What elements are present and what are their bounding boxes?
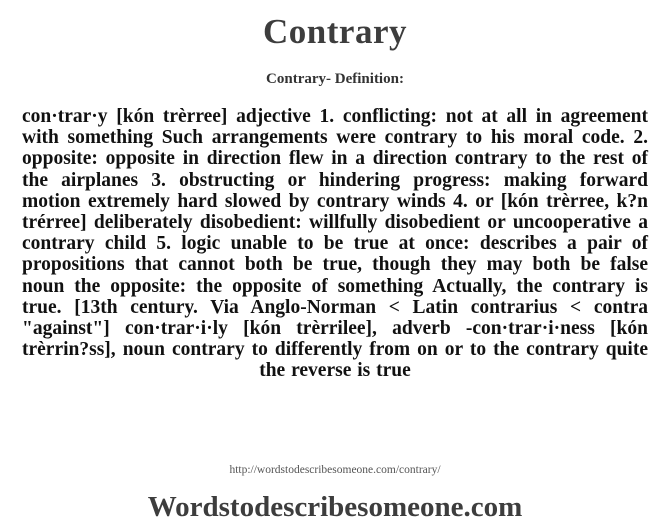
source-url: http://wordstodescribesomeone.com/contrary/: [229, 464, 441, 476]
definition-heading: Contrary- Definition:: [266, 71, 404, 87]
page-title: Contrary: [263, 12, 407, 51]
site-name: Wordstodescribesomeone.com: [147, 491, 523, 523]
definition-text: con·trar·y [kón trèrree] adjective 1. conflicting: not at all in agreement with something Such arrangements were contrary to his moral code. 2. opposite: opposite in direction flew in a direction contrary to the rest of the airplanes 3. obstructing or hindering progress: making forward motion extremely hard slowed by contrary winds 4. or [kón trèrree, k?n trérree] deliberately disobedient: willfully disobedient or uncooperative a contrary child 5. logic unable to be true at once: describes a pair of propositions that cannot both be true, though they may both be false noun the opposite: the opposite of something Actually, the contrary is true. [13th century. Via Anglo-Norman < Latin contrarius < contra "against"] con·trar·i·ly [kón trèrrilee], adverb -con·trar·i·ness [kón trèrrin?ss], noun contrary to differently from on or to the contrary quite the reverse is true: [22, 106, 648, 382]
